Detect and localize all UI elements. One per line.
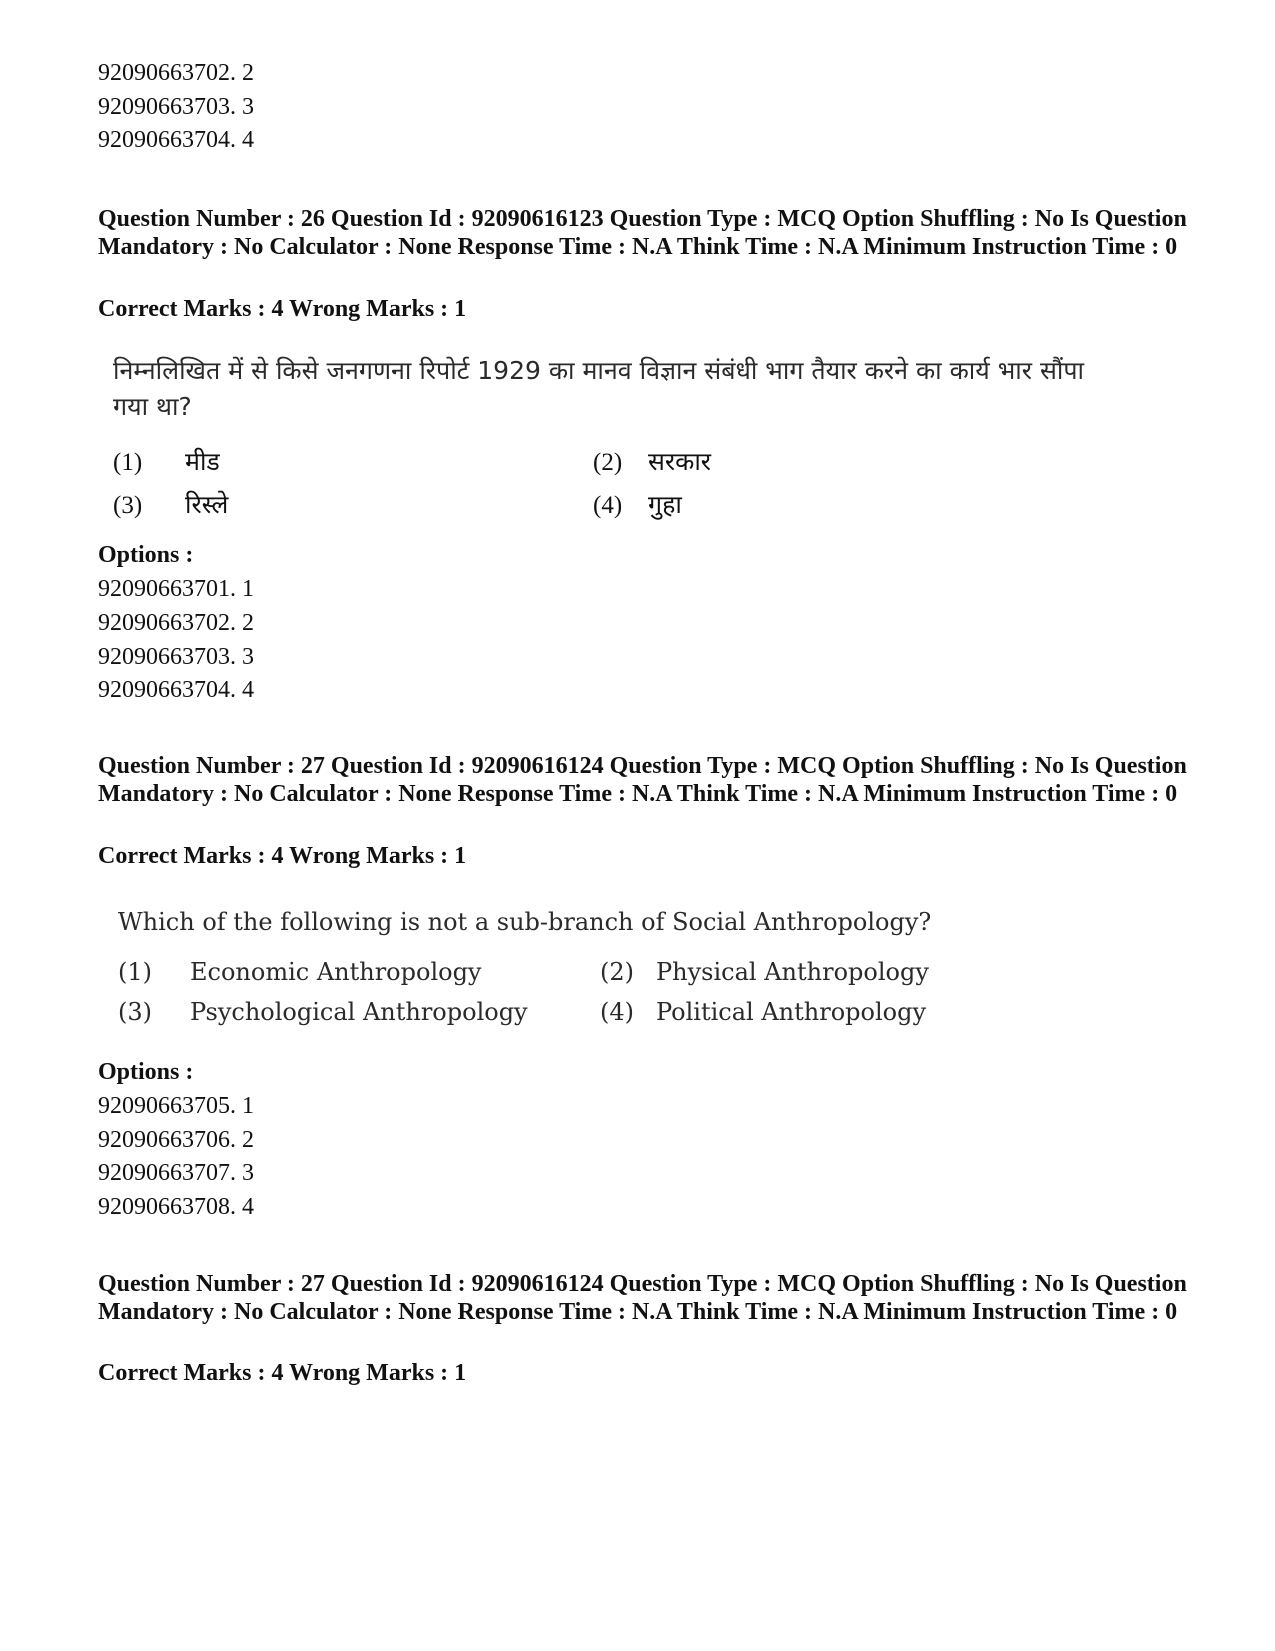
options-label: Options : <box>98 1059 194 1085</box>
option-line: 92090663704. 4 <box>98 127 254 153</box>
option-line: 92090663702. 2 <box>98 610 254 636</box>
choice-4 <box>600 998 926 1026</box>
option-line: 92090663707. 3 <box>98 1160 254 1186</box>
choice-text: Psychological Anthropology <box>190 998 528 1026</box>
choice-text: रिस्ले <box>185 492 229 519</box>
options-label: Options : <box>98 542 194 568</box>
choice-1 <box>118 958 482 986</box>
option-line: 92090663708. 4 <box>98 1194 254 1220</box>
choice-text: सरकार <box>648 449 712 476</box>
choice-number: (4) <box>593 492 623 519</box>
choice-4 <box>593 487 682 521</box>
marks-line: Correct Marks : 4 Wrong Marks : 1 <box>98 1360 467 1386</box>
choice-3 <box>113 487 228 521</box>
choice-number: (3) <box>113 492 143 519</box>
option-line: 92090663701. 1 <box>98 576 254 602</box>
choice-text: गुहा <box>648 492 682 519</box>
question-header: Question Number : 26 Question Id : 92090616123 Question Type : MCQ Option Shuffling : No Is Question Mandatory : No Calculator : None Response Time : N.A Think Time : N.A Minimum Instruction Time : 0 <box>98 206 1187 260</box>
question-header: Question Number : 27 Question Id : 92090616124 Question Type : MCQ Option Shuffling : No Is Question Mandatory : No Calculator : None Response Time : N.A Think Time : N.A Minimum Instruction Time : 0 <box>98 753 1187 807</box>
marks-line: Correct Marks : 4 Wrong Marks : 1 <box>98 843 467 869</box>
choice-text: Political Anthropology <box>656 998 927 1026</box>
choice-2 <box>600 958 929 986</box>
choice-number: (1) <box>118 958 152 986</box>
marks-line: Correct Marks : 4 Wrong Marks : 1 <box>98 296 467 322</box>
question-image <box>113 353 1113 425</box>
question-text: Which of the following is not a sub-branch of Social Anthropology? <box>118 908 932 936</box>
choice-3 <box>118 998 528 1026</box>
choice-number: (1) <box>113 449 143 476</box>
choice-text: Economic Anthropology <box>190 958 482 986</box>
choice-text: Physical Anthropology <box>656 958 929 986</box>
choice-number: (3) <box>118 998 152 1026</box>
choice-number: (2) <box>600 958 634 986</box>
question-text: निम्नलिखित में से किसे जनगणना रिपोर्ट 1929 का मानव विज्ञान संबंधी भाग तैयार करने का कार्य भार सौंपा गया था? <box>113 356 1084 421</box>
option-line: 92090663703. 3 <box>98 644 254 670</box>
choice-2 <box>593 444 711 478</box>
option-line: 92090663703. 3 <box>98 94 254 120</box>
option-line: 92090663706. 2 <box>98 1127 254 1153</box>
question-header: Question Number : 27 Question Id : 92090616124 Question Type : MCQ Option Shuffling : No Is Question Mandatory : No Calculator : None Response Time : N.A Think Time : N.A Minimum Instruction Time : 0 <box>98 1271 1187 1325</box>
option-line: 92090663704. 4 <box>98 677 254 703</box>
option-line: 92090663705. 1 <box>98 1093 254 1119</box>
question-image <box>118 906 931 938</box>
choice-number: (4) <box>600 998 634 1026</box>
choice-number: (2) <box>593 449 623 476</box>
choice-1 <box>113 444 220 478</box>
choice-text: मीड <box>185 449 220 476</box>
option-line: 92090663702. 2 <box>98 60 254 86</box>
